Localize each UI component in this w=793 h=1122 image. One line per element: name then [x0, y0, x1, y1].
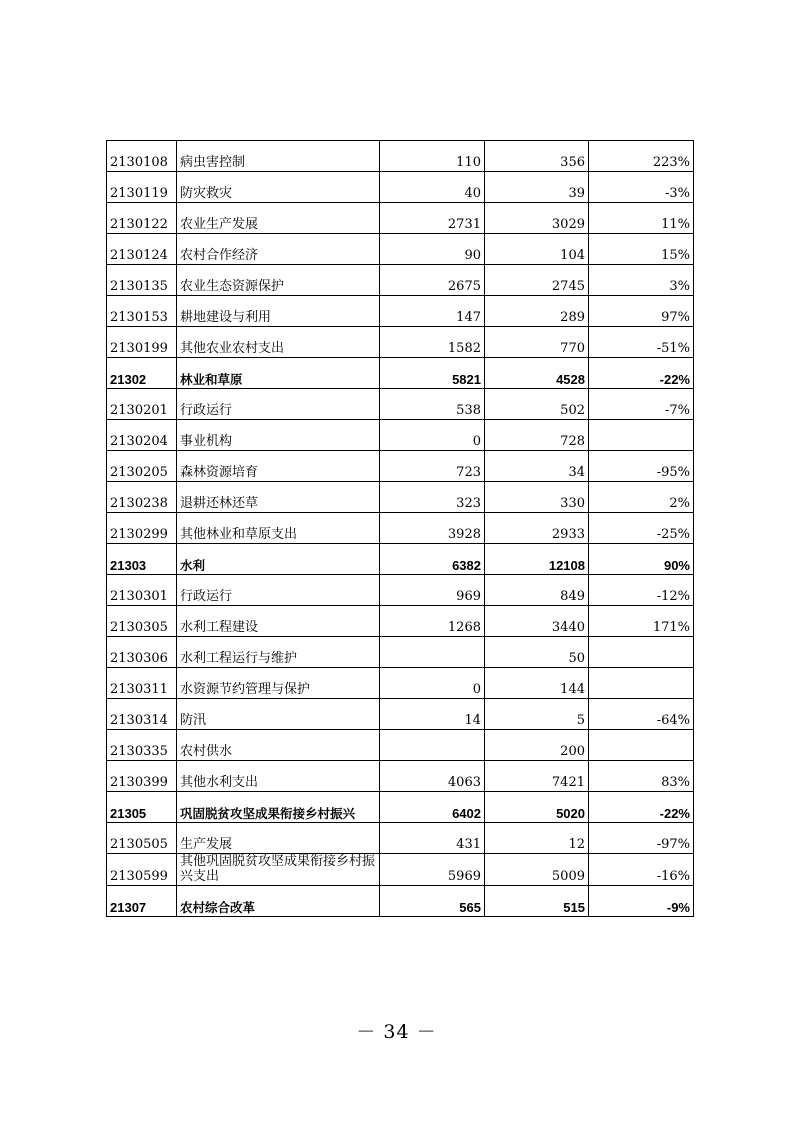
row-value-previous: 3928	[380, 513, 485, 544]
table-row	[107, 823, 694, 854]
table-row	[107, 327, 694, 358]
row-code: 2130314	[107, 699, 177, 730]
table-row	[107, 296, 694, 327]
row-name: 农村综合改革	[177, 886, 380, 917]
row-change-percent: 90%	[589, 544, 694, 575]
row-value-previous: 1582	[380, 327, 485, 358]
row-value-current: 289	[485, 296, 589, 327]
row-code: 21303	[107, 544, 177, 575]
row-value-previous: 147	[380, 296, 485, 327]
row-code: 2130335	[107, 730, 177, 761]
row-change-percent	[589, 420, 694, 451]
row-code: 2130311	[107, 668, 177, 699]
row-change-percent: 15%	[589, 234, 694, 265]
row-name: 农业生态资源保护	[177, 265, 380, 296]
row-name: 巩固脱贫攻坚成果衔接乡村振兴	[177, 792, 380, 823]
row-change-percent: -7%	[589, 389, 694, 420]
budget-table	[106, 140, 694, 917]
table-row	[107, 761, 694, 792]
row-value-current: 144	[485, 668, 589, 699]
row-value-previous: 723	[380, 451, 485, 482]
row-code: 2130201	[107, 389, 177, 420]
row-value-current: 4528	[485, 358, 589, 389]
table-row	[107, 203, 694, 234]
row-name: 农村供水	[177, 730, 380, 761]
row-name: 病虫害控制	[177, 141, 380, 172]
row-value-current: 330	[485, 482, 589, 513]
table-row	[107, 854, 694, 886]
row-value-current: 849	[485, 575, 589, 606]
row-value-current: 2933	[485, 513, 589, 544]
row-value-previous: 969	[380, 575, 485, 606]
row-value-current: 356	[485, 141, 589, 172]
row-value-current: 502	[485, 389, 589, 420]
row-value-previous: 40	[380, 172, 485, 203]
row-value-previous: 431	[380, 823, 485, 854]
row-value-previous: 90	[380, 234, 485, 265]
row-name: 水资源节约管理与保护	[177, 668, 380, 699]
row-value-previous: 2731	[380, 203, 485, 234]
row-name: 事业机构	[177, 420, 380, 451]
row-value-current: 515	[485, 886, 589, 917]
row-name: 其他水利支出	[177, 761, 380, 792]
row-code: 2130124	[107, 234, 177, 265]
table-row	[107, 482, 694, 513]
row-name: 防灾救灾	[177, 172, 380, 203]
row-name: 森林资源培育	[177, 451, 380, 482]
row-value-current: 50	[485, 637, 589, 668]
row-code: 2130108	[107, 141, 177, 172]
row-value-current: 5020	[485, 792, 589, 823]
table-row	[107, 172, 694, 203]
row-value-previous: 6402	[380, 792, 485, 823]
row-change-percent: -22%	[589, 358, 694, 389]
row-value-current: 200	[485, 730, 589, 761]
table-row	[107, 513, 694, 544]
row-value-current: 3029	[485, 203, 589, 234]
row-name: 防汛	[177, 699, 380, 730]
row-value-current: 34	[485, 451, 589, 482]
row-value-current: 5	[485, 699, 589, 730]
row-name: 农业生产发展	[177, 203, 380, 234]
row-name: 水利	[177, 544, 380, 575]
row-value-previous: 14	[380, 699, 485, 730]
row-change-percent: -12%	[589, 575, 694, 606]
table-row	[107, 575, 694, 606]
row-value-current: 12	[485, 823, 589, 854]
row-value-current: 770	[485, 327, 589, 358]
row-code: 2130599	[107, 854, 177, 886]
row-code: 2130301	[107, 575, 177, 606]
row-change-percent: 171%	[589, 606, 694, 637]
row-value-previous: 5821	[380, 358, 485, 389]
row-code: 2130199	[107, 327, 177, 358]
row-name: 退耕还林还草	[177, 482, 380, 513]
row-value-current: 7421	[485, 761, 589, 792]
row-change-percent: -51%	[589, 327, 694, 358]
table-row	[107, 730, 694, 761]
row-change-percent: 11%	[589, 203, 694, 234]
category-row	[107, 886, 694, 917]
row-value-previous: 4063	[380, 761, 485, 792]
row-change-percent: 223%	[589, 141, 694, 172]
row-code: 2130238	[107, 482, 177, 513]
row-code: 21307	[107, 886, 177, 917]
table-row	[107, 420, 694, 451]
row-code: 2130299	[107, 513, 177, 544]
row-value-current: 728	[485, 420, 589, 451]
row-change-percent: -3%	[589, 172, 694, 203]
category-row	[107, 544, 694, 575]
row-change-percent: -95%	[589, 451, 694, 482]
row-value-previous: 565	[380, 886, 485, 917]
row-name: 生产发展	[177, 823, 380, 854]
row-value-current: 39	[485, 172, 589, 203]
row-name: 水利工程运行与维护	[177, 637, 380, 668]
row-code: 2130153	[107, 296, 177, 327]
row-name: 其他巩固脱贫攻坚成果衔接乡村振兴支出	[177, 854, 380, 886]
row-value-current: 3440	[485, 606, 589, 637]
row-value-previous	[380, 637, 485, 668]
row-name: 行政运行	[177, 389, 380, 420]
row-change-percent: 2%	[589, 482, 694, 513]
row-change-percent: -64%	[589, 699, 694, 730]
row-code: 2130122	[107, 203, 177, 234]
row-value-current: 12108	[485, 544, 589, 575]
budget-table-body	[107, 141, 694, 917]
row-code: 2130399	[107, 761, 177, 792]
row-change-percent	[589, 730, 694, 761]
row-name: 其他农业农村支出	[177, 327, 380, 358]
row-value-previous: 538	[380, 389, 485, 420]
row-change-percent: -97%	[589, 823, 694, 854]
row-code: 2130505	[107, 823, 177, 854]
row-change-percent: 83%	[589, 761, 694, 792]
row-change-percent: -16%	[589, 854, 694, 886]
table-row	[107, 265, 694, 296]
row-code: 21302	[107, 358, 177, 389]
row-name: 行政运行	[177, 575, 380, 606]
row-value-previous: 5969	[380, 854, 485, 886]
page-number: － 34 －	[356, 1021, 437, 1043]
row-value-previous: 1268	[380, 606, 485, 637]
row-name: 其他林业和草原支出	[177, 513, 380, 544]
row-code: 2130135	[107, 265, 177, 296]
row-value-previous: 323	[380, 482, 485, 513]
row-change-percent	[589, 668, 694, 699]
table-row	[107, 234, 694, 265]
row-value-previous	[380, 730, 485, 761]
row-name: 水利工程建设	[177, 606, 380, 637]
row-code: 2130119	[107, 172, 177, 203]
row-value-current: 5009	[485, 854, 589, 886]
category-row	[107, 792, 694, 823]
row-change-percent: 3%	[589, 265, 694, 296]
row-code: 2130306	[107, 637, 177, 668]
row-code: 2130204	[107, 420, 177, 451]
row-value-previous: 0	[380, 668, 485, 699]
table-row	[107, 141, 694, 172]
row-code: 2130205	[107, 451, 177, 482]
category-row	[107, 358, 694, 389]
row-change-percent: -25%	[589, 513, 694, 544]
table-row	[107, 637, 694, 668]
row-name: 农村合作经济	[177, 234, 380, 265]
row-value-previous: 110	[380, 141, 485, 172]
row-value-previous: 6382	[380, 544, 485, 575]
table-row	[107, 668, 694, 699]
row-value-previous: 2675	[380, 265, 485, 296]
row-value-previous: 0	[380, 420, 485, 451]
row-change-percent: -22%	[589, 792, 694, 823]
row-change-percent: 97%	[589, 296, 694, 327]
row-change-percent	[589, 637, 694, 668]
row-change-percent: -9%	[589, 886, 694, 917]
table-row	[107, 389, 694, 420]
row-code: 2130305	[107, 606, 177, 637]
table-row	[107, 451, 694, 482]
row-name: 耕地建设与利用	[177, 296, 380, 327]
table-row	[107, 606, 694, 637]
row-code: 21305	[107, 792, 177, 823]
row-value-current: 2745	[485, 265, 589, 296]
row-name: 林业和草原	[177, 358, 380, 389]
table-row	[107, 699, 694, 730]
row-value-current: 104	[485, 234, 589, 265]
